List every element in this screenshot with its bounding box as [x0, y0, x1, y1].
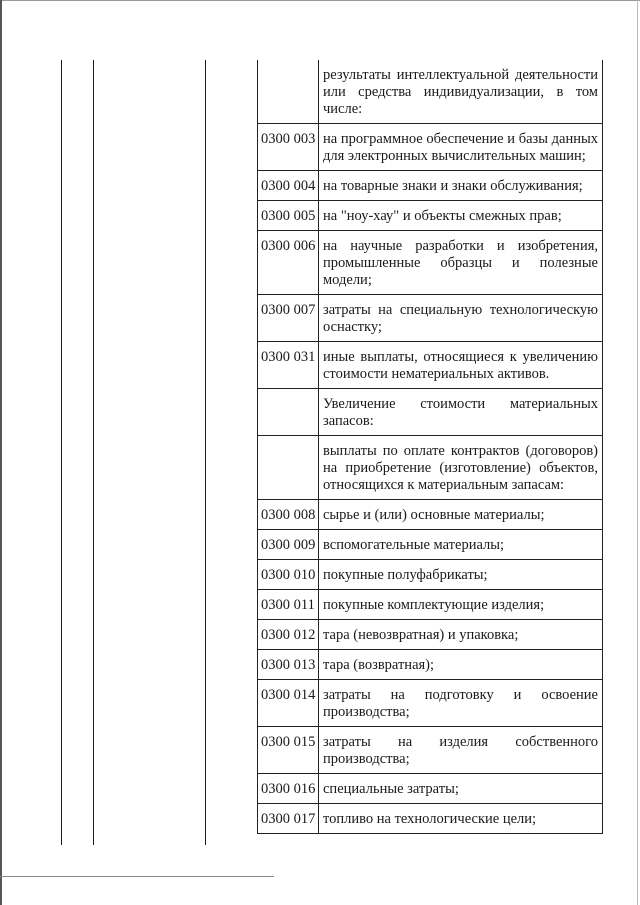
row-description: топливо на технологические цели;: [319, 804, 603, 834]
table-row: [258, 171, 603, 201]
table-row: [258, 727, 603, 774]
row-description: Увеличение стоимости материальных запасов:: [319, 389, 603, 436]
row-description: на "ноу-хау" и объекты смежных прав;: [319, 201, 603, 231]
row-code: 0300 014: [258, 680, 319, 727]
row-description: сырье и (или) основные материалы;: [319, 500, 603, 530]
table-row: [258, 124, 603, 171]
table-row: [258, 650, 603, 680]
row-code: 0300 031: [258, 342, 319, 389]
row-code: 0300 008: [258, 500, 319, 530]
row-description: на товарные знаки и знаки обслуживания;: [319, 171, 603, 201]
row-code: [258, 389, 319, 436]
table-row: [258, 231, 603, 295]
row-description: результаты интеллектуальной деятельности или средства индивидуализации, в том числе:: [319, 60, 603, 124]
right-edge-line: [637, 0, 638, 905]
row-code: 0300 012: [258, 620, 319, 650]
table-row: [258, 590, 603, 620]
row-code: 0300 003: [258, 124, 319, 171]
row-code: 0300 007: [258, 295, 319, 342]
table-row: [258, 201, 603, 231]
table-row: [258, 530, 603, 560]
row-code: [258, 436, 319, 500]
table-row: [258, 774, 603, 804]
row-description: затраты на специальную технологическую оснастку;: [319, 295, 603, 342]
row-code: 0300 004: [258, 171, 319, 201]
table-row: [258, 620, 603, 650]
row-code: 0300 016: [258, 774, 319, 804]
bottom-rule: [0, 876, 274, 877]
table-row: [258, 680, 603, 727]
row-code: [258, 60, 319, 124]
table-row: [258, 389, 603, 436]
column-rule-2: [93, 60, 94, 845]
row-description: иные выплаты, относящиеся к увеличению стоимости нематериальных активов.: [319, 342, 603, 389]
table-row: [258, 342, 603, 389]
row-code: 0300 013: [258, 650, 319, 680]
row-description: выплаты по оплате контрактов (договоров) на приобретение (изготовление) объектов, относящихся к материальным запасам:: [319, 436, 603, 500]
row-description: тара (возвратная);: [319, 650, 603, 680]
row-description: затраты на изделия собственного производства;: [319, 727, 603, 774]
row-description: на научные разработки и изобретения, промышленные образцы и полезные модели;: [319, 231, 603, 295]
column-rule-1: [61, 60, 62, 845]
row-description: вспомогательные материалы;: [319, 530, 603, 560]
row-code: 0300 015: [258, 727, 319, 774]
row-description: затраты на подготовку и освоение производства;: [319, 680, 603, 727]
top-edge-line: [0, 0, 640, 1]
table-row: [258, 560, 603, 590]
table-row: [258, 60, 603, 124]
table-row: [258, 804, 603, 834]
row-code: 0300 017: [258, 804, 319, 834]
row-description: покупные комплектующие изделия;: [319, 590, 603, 620]
row-description: покупные полуфабрикаты;: [319, 560, 603, 590]
row-code: 0300 011: [258, 590, 319, 620]
code-table: [257, 60, 603, 834]
table-row: [258, 295, 603, 342]
table-row: [258, 500, 603, 530]
row-description: тара (невозвратная) и упаковка;: [319, 620, 603, 650]
code-table-body: [258, 60, 603, 834]
row-code: 0300 005: [258, 201, 319, 231]
row-code: 0300 009: [258, 530, 319, 560]
row-code: 0300 010: [258, 560, 319, 590]
column-rule-3: [205, 60, 206, 845]
table-row: [258, 436, 603, 500]
left-edge-line: [0, 0, 2, 905]
row-description: специальные затраты;: [319, 774, 603, 804]
row-description: на программное обеспечение и базы данных для электронных вычислительных машин;: [319, 124, 603, 171]
row-code: 0300 006: [258, 231, 319, 295]
